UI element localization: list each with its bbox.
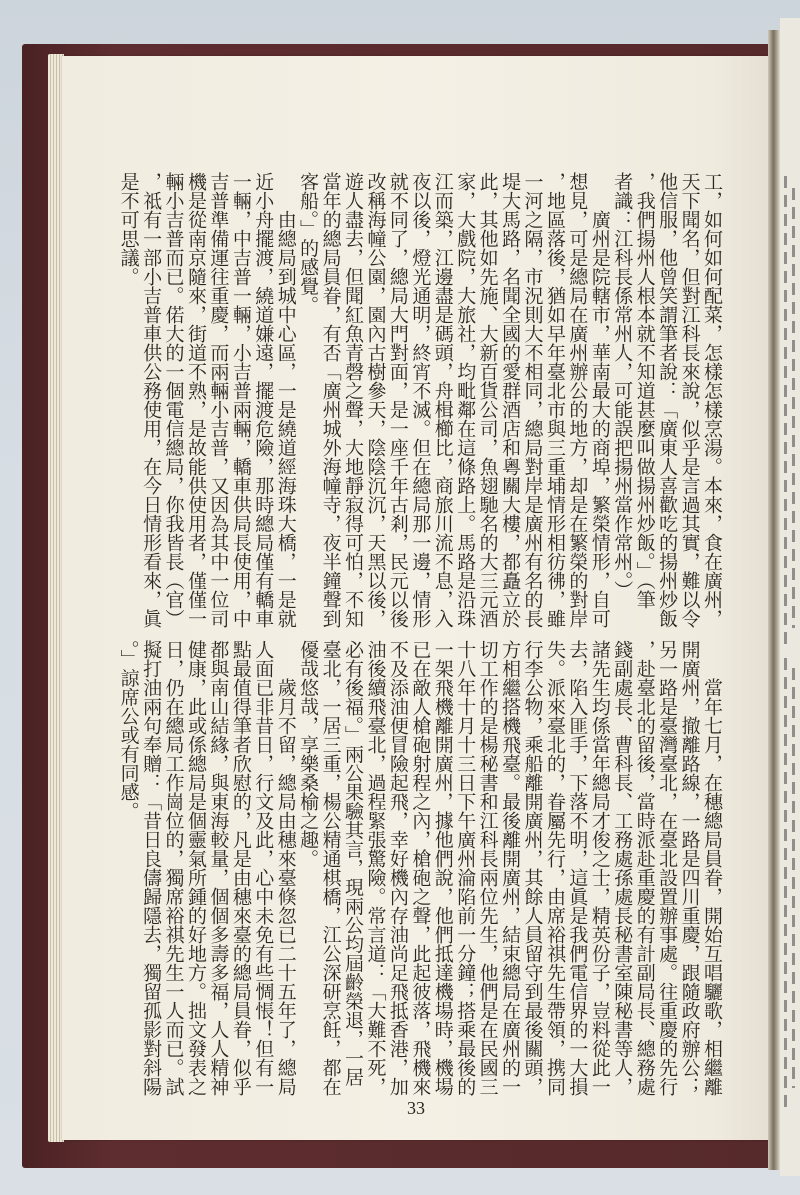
text-column: 方相繼搭機飛臺。最後離開廣州，結束總局在廣州的一: [499, 640, 522, 1096]
text-column: ，我們揚州人根本就不知道甚麼叫做揚州炒飯。」（筆: [633, 172, 656, 609]
text-column: 江而築，江邊盡是碼頭，舟楫櫛比，商旅川流不息，入: [431, 172, 454, 628]
text-column: 工，如何如何配菜，怎樣怎樣烹湯。本來，食在廣州，: [701, 172, 723, 628]
text-column: 吉普準備運往重慶，而兩輛小吉普，又因為其中一位司: [207, 172, 230, 628]
text-column: 開廣州，撤離路線，一路是四川重慶，跟隨政府辦公；: [678, 640, 701, 1096]
text-column: 諸先生均係當年總局才俊之士，精英份子，豈料從此一: [588, 640, 611, 1096]
text-column: 機是從南京隨來，街道不熟，是故能供使用者，僅僅一: [184, 172, 207, 628]
text-column: 當年七月，在穗總局員眷，開始互唱驪歌，相繼離: [701, 678, 723, 1096]
text-column: 改稱海幢公園，園內古樹參天，陰陰沉沉，天黑以後，: [364, 172, 387, 628]
text-column: 去，陷入匪手，下落不明，這眞是我們電信界的一大損: [566, 640, 589, 1096]
text-column: 輛小吉普而已。偌大的一個電信總局，你我皆長（官）: [162, 172, 185, 628]
adjacent-page-text-fragment: [792, 668, 795, 1088]
text-column: 優哉悠哉，享樂桑榆之趣。: [297, 640, 320, 868]
text-column: 此，其他如先施、大新百貨公司，魚翅馳名的大三元酒: [476, 172, 499, 628]
text-column: 失。派來臺北的，眷屬先行，由席裕祺先生帶領，携同: [543, 640, 566, 1096]
text-column: 天下聞名，但對江科長來說，似乎是言過其實，難以令: [678, 172, 701, 628]
text-column: 十八年十月十三日下午廣州淪陷前一分鐘；搭乘最後的: [454, 640, 477, 1096]
adjacent-page-text-fragment: [792, 188, 795, 628]
text-column: 近小舟擺渡，繞道嫌遠，擺渡危險，那時總局僅有轎車: [252, 172, 275, 628]
text-column: 一河之隔，市況則大不相同，總局對岸是廣州有名的長: [521, 172, 544, 628]
text-column: 錢副處長、曹科長、工務處孫處長秘書室陳秘書等人，: [611, 640, 634, 1096]
text-column: 不及添油便冒險起飛，幸好機內存油尚足飛抵香港，加: [386, 640, 409, 1096]
text-column: 必有後福。」兩公果驗其言，現兩公均屆齡榮退，一居: [342, 640, 364, 1087]
text-column: 人面已非昔日，行文及此，心中未免有些惆悵！但有一: [252, 640, 275, 1096]
text-column: 想見，可是總局在廣州辦公的地方，却是在繁榮的對岸: [566, 172, 589, 628]
text-column: 者識：江科長係常州人，可能誤把揚州當作常州。）: [611, 172, 634, 600]
text-column: 臺北，一居三重，楊公精通棋橋，江公深研烹飪，都在: [319, 640, 342, 1096]
text-column: 擬打油兩句奉贈：「昔日良儔歸隱去，獨留孤影對斜陽: [140, 640, 163, 1096]
text-column: 另一路是臺灣臺北，在臺北設置辦事處。往重慶的先行: [656, 640, 679, 1096]
text-column: 廣州是院轄市，華南最大的商埠，繁榮情形，自可: [588, 210, 611, 628]
text-column: 夜以後，燈光通明，終宵不滅。但在總局那一邊，情形: [409, 172, 432, 628]
text-column: ，赴臺北的留後，當時派赴重慶的有計副局長、總務處: [633, 640, 656, 1096]
text-column: 家，大戲院，大旅社，均毗鄰在這條路上。馬路是沿珠: [454, 172, 477, 628]
upper-text-block: [117, 172, 723, 632]
text-column: 點最值得筆者欣慰的，凡是由穗來臺的總局員眷，似乎: [229, 640, 252, 1096]
text-column: 是不可思議。: [117, 172, 140, 286]
text-column: ，地區落後，猶如早年臺北市與三重埔情形相彷彿，雖: [543, 172, 566, 628]
adjacent-page-text-fragment: [784, 658, 787, 1108]
text-column: 客船。」的感覺。: [297, 172, 320, 315]
text-column: 。」諒席公或有同感。: [117, 640, 140, 821]
text-column: 當年的總局員眷，有否「廣州城外海幢寺，夜半鐘聲到: [319, 172, 342, 628]
lower-text-block: [117, 640, 723, 1100]
text-column: 遊人盡去，但聞紅魚青磬之聲，大地靜寂得可怕，不知: [342, 172, 364, 628]
adjacent-page-edge: [780, 18, 800, 1176]
text-column: 就不同了，總局大門對面，是一座千年古剎，民元以後: [386, 172, 409, 628]
text-column: 他信服，他曾笑謂筆者說：「廣東人喜歡吃的揚州炒飯: [656, 172, 679, 628]
text-column: 健康，此或係總局是個靈氣所鍾的好地方。拙文發表之: [184, 640, 207, 1096]
text-column: 都與南山結緣，與東海較量，個個多壽多福，人人精神: [207, 640, 230, 1096]
text-column: 一輛，中吉普一輛，小吉普兩輛，轎車供局長使用，中: [229, 172, 252, 628]
text-column: 已在敵人槍砲射程之內，槍砲之聲，此起彼落，飛機來: [409, 640, 432, 1096]
text-column: 堤大馬路，名聞全國的愛群酒店和粵關大樓，都矗立於: [499, 172, 522, 628]
adjacent-page-text-fragment: [784, 176, 787, 646]
text-column: 切工作的是楊秘書和江科長兩位先生，他們是在民國三: [476, 640, 499, 1096]
text-column: 行李公物，乘船離開廣州，其餘人員留守到最後關頭，: [521, 640, 544, 1096]
text-column: 日，仍在總局工作崗位的，獨席裕祺先生一人而已。試: [162, 640, 185, 1096]
book-gutter: [768, 30, 780, 1170]
text-column: 油後續飛臺北，過程緊張驚險。常言道：「大難不死，: [364, 640, 387, 1096]
page-number: 33: [407, 1098, 425, 1118]
text-column: 由總局到城中心區，一是繞道經海珠大橋，一是就: [274, 210, 297, 628]
text-column: 一架飛機離開廣州，據他們說，他們抵達機場時，機場: [431, 640, 454, 1096]
text-column: ，祗有一部小吉普車供公務使用，在今日情形看來，眞: [140, 172, 163, 628]
text-column: 歲月不留，總局由穗來臺倏忽已二十五年了，總局: [274, 678, 297, 1096]
